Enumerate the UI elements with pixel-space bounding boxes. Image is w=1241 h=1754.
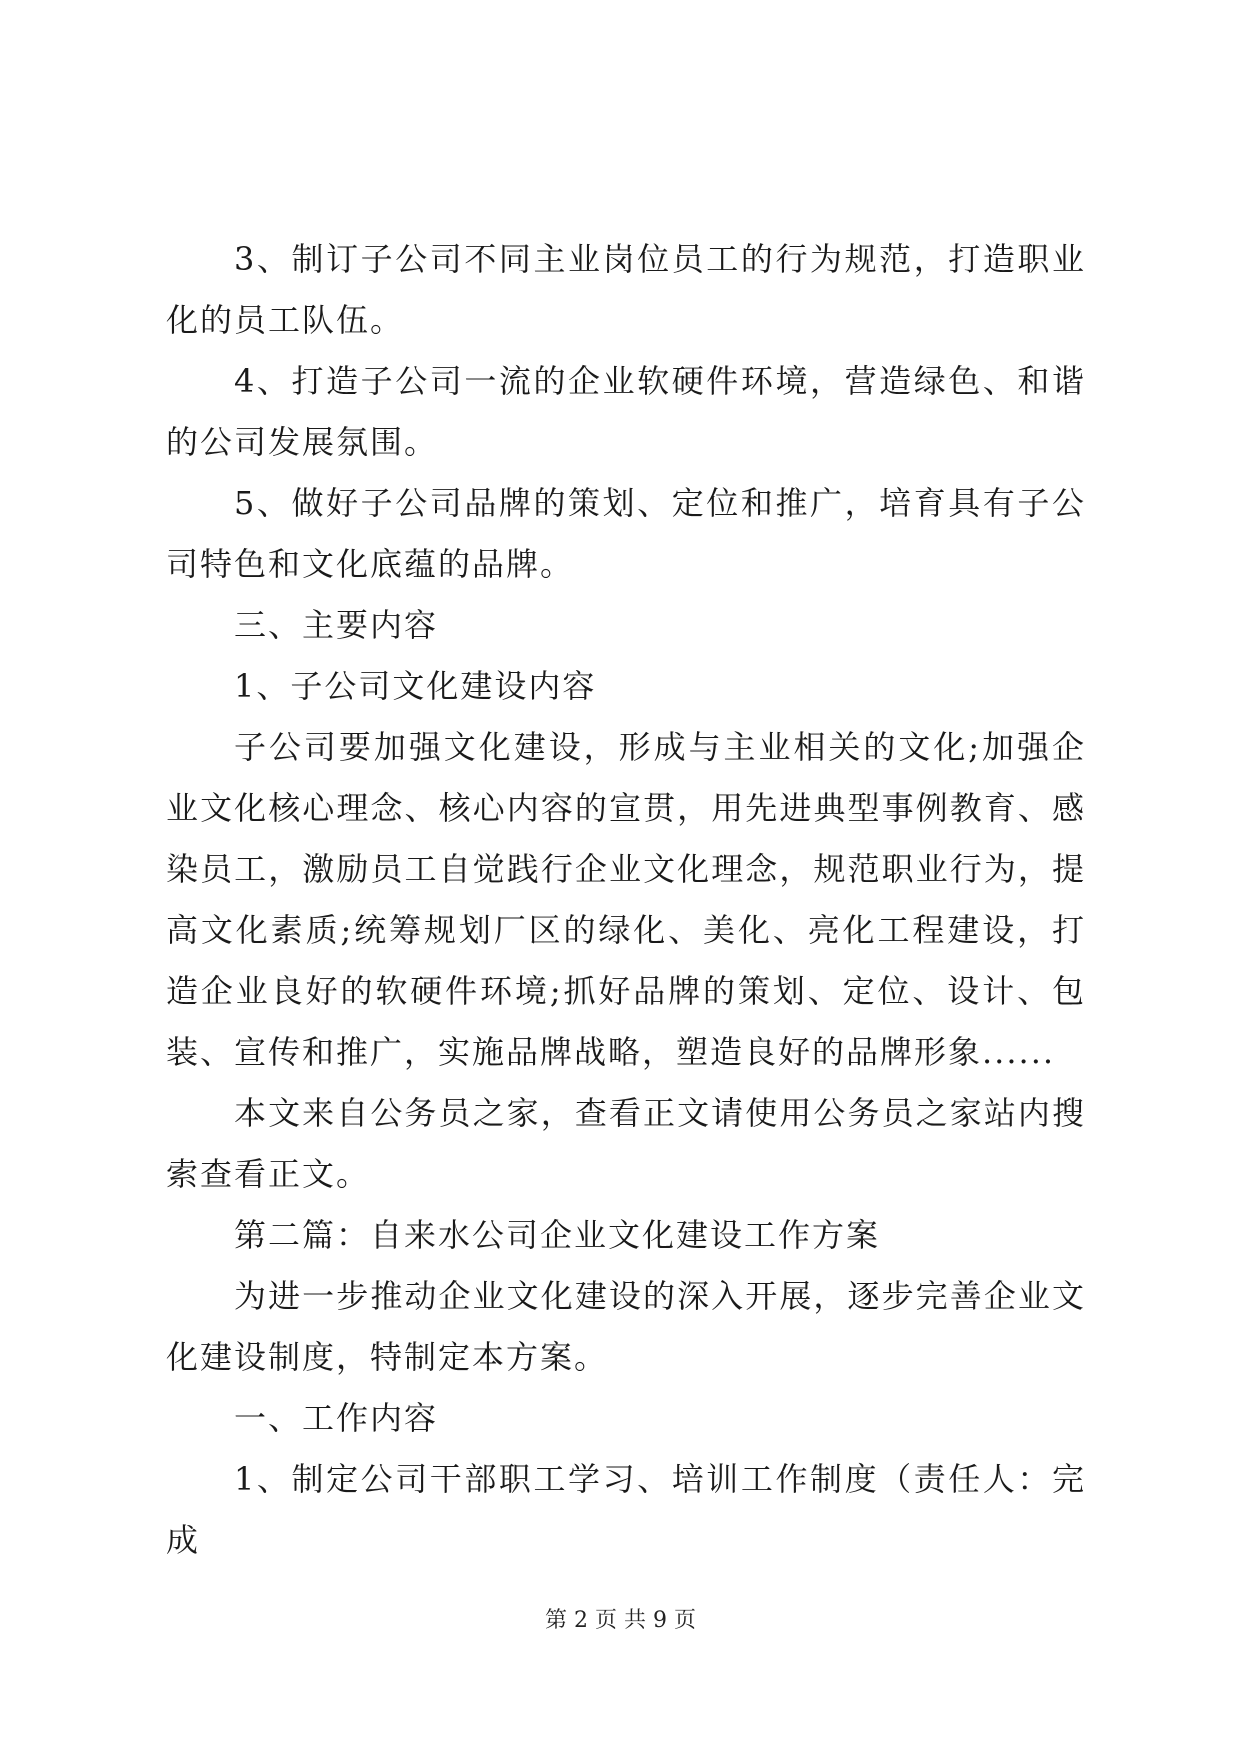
paragraph: 1、制定公司干部职工学习、培训工作制度（责任人：完成 [166,1460,1086,1559]
section-heading: 三、主要内容 [234,606,439,644]
page-number-footer: 第 2 页 共 9 页 [545,1608,696,1633]
document-body [166,229,1086,1571]
section-heading: 一、工作内容 [234,1399,439,1437]
paragraph: 4、打造子公司一流的企业软硬件环境，营造绿色、和谐的公司发展氛围。 [166,362,1086,461]
paragraph: 为进一步推动企业文化建设的深入开展，逐步完善企业文化建设制度，特制定本方案。 [166,1277,1086,1376]
subsection-heading: 1、子公司文化建设内容 [234,667,597,705]
paragraph: 本文来自公务员之家，查看正文请使用公务员之家站内搜索查看正文。 [166,1094,1086,1193]
paragraph: 3、制订子公司不同主业岗位员工的行为规范，打造职业化的员工队伍。 [166,240,1086,339]
paragraph: 子公司要加强文化建设，形成与主业相关的文化;加强企业文化核心理念、核心内容的宣贯，用先进典型事例教育、感染员工，激励员工自觉践行企业文化理念，规范职业行为，提高文化素质;统筹规划厂区的绿化、美化、亮化工程建设，打造企业良好的软硬件环境;抓好品牌的策划、定位、设计、包装、宣传和推广，实施品牌战略，塑造良好的品牌形象...... [166,728,1086,1071]
chapter-heading: 第二篇：自来水公司企业文化建设工作方案 [234,1216,881,1254]
paragraph: 5、做好子公司品牌的策划、定位和推广，培育具有子公司特色和文化底蕴的品牌。 [166,484,1086,583]
